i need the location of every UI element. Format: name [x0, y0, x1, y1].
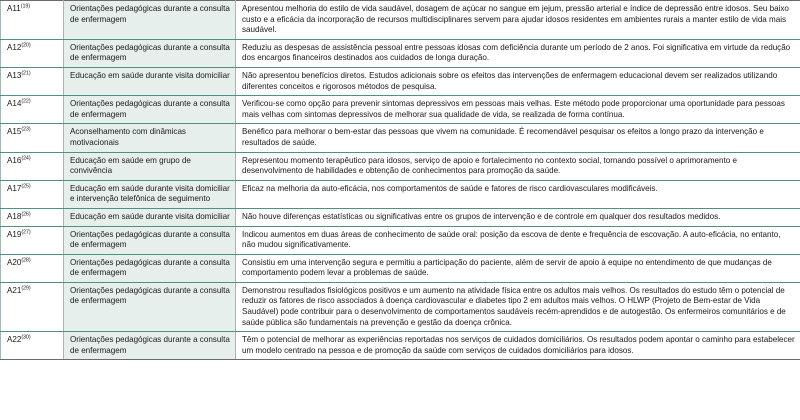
study-code: A20	[7, 257, 22, 267]
study-code: A11	[7, 4, 21, 13]
reference-superscript: (24)	[21, 154, 31, 161]
intervention-cell: Orientações pedagógicas durante a consulta de enfermagem	[64, 226, 236, 254]
reference-superscript: (26)	[21, 211, 31, 218]
table-row	[1, 254, 800, 282]
results-cell: Têm o potencial de melhorar as experiências reportadas nos serviços de cuidados domiciliários. Os resultados podem apontar o caminho para estabelecer um modelo centrado na pessoa e de promoção da saúde com serviços de cuidados domiciliários para idosos.	[236, 332, 800, 360]
table-row	[1, 1, 800, 40]
table-row	[1, 282, 800, 331]
intervention-cell: Orientações pedagógicas durante a consulta de enfermagem	[64, 1, 236, 40]
intervention-cell: Educação em saúde durante visita domiciliar	[64, 208, 236, 226]
table-row	[1, 180, 800, 208]
results-cell: Representou momento terapêutico para idosos, serviço de apoio e fortalecimento no contexto social, tornando possível o aprimoramento e desenvolvimento de habilidades e obtenção de conhecimentos para promoção da saúde.	[236, 152, 800, 180]
study-code-cell	[1, 67, 64, 95]
study-code-cell	[1, 208, 64, 226]
intervention-cell: Educação em saúde durante visita domiciliar	[64, 67, 236, 95]
intervention-cell: Orientações pedagógicas durante a consulta de enfermagem	[64, 39, 236, 67]
study-code: A21	[7, 285, 22, 295]
table-row	[1, 96, 800, 124]
study-code: A14	[7, 99, 22, 109]
intervention-cell: Educação em saúde em grupo de convivência	[64, 152, 236, 180]
results-cell: Verificou-se como opção para prevenir sintomas depressivos em pessoas mais velhas. Este método pode proporcionar uma oportunidade para pessoas mais velhas com sintomas depressivos de melhorar sua qualidade de vida, se realizada de forma contínua.	[236, 96, 800, 124]
results-cell: Benéfico para melhorar o bem-estar das pessoas que vivem na comunidade. É recomendável pesquisar os efeitos a longo prazo da intervenção e resultados de saúde.	[236, 124, 800, 152]
intervention-cell: Orientações pedagógicas durante a consulta de enfermagem	[64, 96, 236, 124]
table-row	[1, 152, 800, 180]
reference-superscript: (29)	[21, 285, 31, 292]
study-code: A19	[7, 229, 22, 239]
intervention-cell: Orientações pedagógicas durante a consulta de enfermagem	[64, 282, 236, 331]
study-code: A18	[7, 211, 22, 221]
reference-superscript: (21)	[21, 70, 31, 77]
reference-superscript: (27)	[21, 228, 31, 235]
study-code: A13	[7, 70, 22, 80]
results-cell: Reduziu as despesas de assistência pessoal entre pessoas idosas com deficiência durante um período de 2 anos. Foi significativa em virtude da redução dos encargos financeiros destinados aos cuidados de longa duração.	[236, 39, 800, 67]
results-cell: Apresentou melhoria do estilo de vida saudável, dosagem de açúcar no sangue em jejum, pressão arterial e índice de depressão entre idosos. Seu baixo custo e a eficácia da incorporação de recursos multidisciplinares servem para ajudar idosos residentes em ambientes rurais a manter estilo de vida mais saudável.	[236, 1, 800, 40]
study-code: A15	[7, 127, 22, 137]
intervention-cell: Educação em saúde durante visita domiciliar e intervenção telefônica de seguimento	[64, 180, 236, 208]
results-cell: Não apresentou benefícios diretos. Estudos adicionais sobre os efeitos das intervenções de enfermagem educacional devem ser realizados utilizando diferentes conceitos e rigorosos métodos de pesquisa.	[236, 67, 800, 95]
table-row	[1, 226, 800, 254]
results-cell: Consistiu em uma intervenção segura e permitiu a participação do paciente, além de servir de apoio à equipe no entendimento de que mudanças de comportamento podem levar a problemas de saúde.	[236, 254, 800, 282]
table-row	[1, 67, 800, 95]
study-code-cell	[1, 124, 64, 152]
study-code-cell	[1, 180, 64, 208]
study-code: A16	[7, 155, 22, 165]
study-code-cell	[1, 226, 64, 254]
intervention-cell: Orientações pedagógicas durante a consulta de enfermagem	[64, 332, 236, 360]
reference-superscript: (30)	[21, 334, 31, 341]
study-code-cell	[1, 332, 64, 360]
study-code-cell	[1, 1, 64, 40]
table-body	[1, 1, 800, 360]
reference-superscript: (20)	[21, 42, 31, 49]
study-code-cell	[1, 96, 64, 124]
table-row	[1, 208, 800, 226]
results-cell: Demonstrou resultados fisiológicos positivos e um aumento na atividade física entre os adultos mais velhos. Os resultados do estudo têm o potencial de reduzir os fatores de risco associados à doença cardiovascular e diabetes tipo 2 em adultos mais velhos. O HLWP (Projeto de Bem-estar de Vida Saudável) pode contribuir para o desenvolvimento de comportamentos saudáveis recém-aprendidos e de autogestão. Os enfermeiros comunitários e de saúde pública são fundamentais na prevenção e gestão da doença crônica.	[236, 282, 800, 331]
study-code-cell	[1, 282, 64, 331]
reference-superscript: (25)	[21, 183, 31, 190]
intervention-cell: Aconselhamento com dinâmicas motivacionais	[64, 124, 236, 152]
table-row	[1, 39, 800, 67]
reference-superscript: (28)	[21, 257, 31, 263]
reference-superscript: (19)	[20, 3, 30, 10]
study-code: A12	[7, 42, 22, 52]
table-row	[1, 332, 800, 360]
table-row	[1, 124, 800, 152]
study-code-cell	[1, 39, 64, 67]
reference-superscript: (22)	[21, 98, 31, 105]
study-code: A22	[7, 335, 22, 345]
results-cell: Eficaz na melhoria da auto-eficácia, nos comportamentos de saúde e fatores de risco cardiovasculares modificáveis.	[236, 180, 800, 208]
study-code-cell	[1, 254, 64, 282]
reference-superscript: (23)	[21, 126, 31, 133]
results-cell: Não houve diferenças estatísticas ou significativas entre os grupos de intervenção e de controle em qualquer dos resultados medidos.	[236, 208, 800, 226]
study-code-cell	[1, 152, 64, 180]
results-cell: Indicou aumentos em duas áreas de conhecimento de saúde oral: posição da escova de dente e frequência de escovação. A auto-eficácia, no entanto, não mudou significativamente.	[236, 226, 800, 254]
study-code: A17	[7, 183, 22, 193]
intervention-cell: Orientações pedagógicas durante a consulta de enfermagem	[64, 254, 236, 282]
